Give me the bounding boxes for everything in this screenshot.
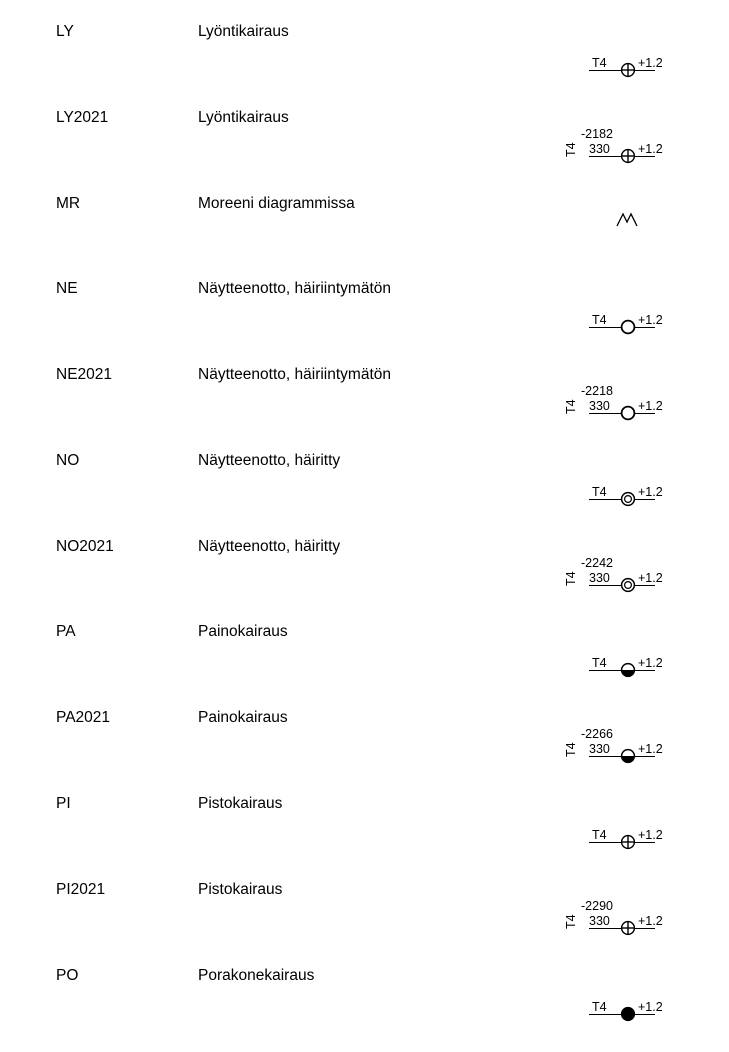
symbol-description: Näytteenotto, häiriintymätön <box>198 280 391 297</box>
symbol-code: NE2021 <box>56 366 113 383</box>
marker-circle-half-filled-icon <box>617 745 639 767</box>
vertical-borehole-id-label: T4 <box>564 742 578 757</box>
elevation-label: +1.2 <box>638 1000 663 1014</box>
elevation-label: +1.2 <box>638 656 663 670</box>
marker-circle-open-icon <box>617 402 639 424</box>
marker-circle-open-icon <box>617 316 639 338</box>
elevation-label: +1.2 <box>638 571 663 585</box>
borehole-id-label: T4 <box>592 313 607 327</box>
borehole-id-label: T4 <box>592 828 607 842</box>
symbol-description: Moreeni diagrammissa <box>198 195 355 212</box>
legend-row <box>0 365 729 451</box>
legend-row <box>0 622 729 708</box>
symbol-description: Näytteenotto, häiritty <box>198 452 341 469</box>
symbol-code: LY <box>56 23 74 40</box>
symbol-preview <box>540 794 710 874</box>
symbol-preview <box>540 22 710 102</box>
legend-row <box>0 880 729 966</box>
vertical-borehole-id-label: T4 <box>564 399 578 414</box>
legend-row <box>0 708 729 794</box>
symbol-code: NE <box>56 280 78 297</box>
legend-row <box>0 108 729 194</box>
symbol-description: Pistokairaus <box>198 795 283 812</box>
symbol-code: PO <box>56 967 79 984</box>
vertical-borehole-id-label: T4 <box>564 914 578 929</box>
symbol-preview <box>540 108 710 188</box>
symbol-description: Lyöntikairaus <box>198 109 289 126</box>
symbol-preview <box>540 966 710 1046</box>
marker-circle-cross-icon <box>617 917 639 939</box>
vertical-borehole-id-label: T4 <box>564 142 578 157</box>
symbol-preview <box>540 622 710 702</box>
elevation-label: +1.2 <box>638 313 663 327</box>
point-number-label: 330 <box>589 914 610 928</box>
symbol-description: Pistokairaus <box>198 881 283 898</box>
symbol-description: Porakonekairaus <box>198 967 315 984</box>
elevation-label: +1.2 <box>638 485 663 499</box>
depth-label: -2242 <box>581 556 613 570</box>
elevation-label: +1.2 <box>638 742 663 756</box>
depth-label: -2218 <box>581 384 613 398</box>
legend-row <box>0 966 729 1052</box>
point-number-label: 330 <box>589 399 610 413</box>
borehole-id-label: T4 <box>592 1000 607 1014</box>
point-number-label: 330 <box>589 142 610 156</box>
symbol-code: NO <box>56 452 80 469</box>
marker-circle-filled-dot-icon <box>617 1003 639 1025</box>
symbol-description: Painokairaus <box>198 623 288 640</box>
symbol-preview <box>540 194 710 274</box>
depth-label: -2290 <box>581 899 613 913</box>
marker-moraine-icon <box>616 209 638 231</box>
symbol-code: PI <box>56 795 71 812</box>
elevation-label: +1.2 <box>638 914 663 928</box>
borehole-id-label: T4 <box>592 56 607 70</box>
symbol-code: NO2021 <box>56 538 114 555</box>
elevation-label: +1.2 <box>638 56 663 70</box>
legend-row <box>0 194 729 280</box>
symbol-code: PI2021 <box>56 881 106 898</box>
vertical-borehole-id-label: T4 <box>564 571 578 586</box>
symbol-code: PA <box>56 623 76 640</box>
elevation-label: +1.2 <box>638 828 663 842</box>
marker-circle-double-icon <box>617 574 639 596</box>
marker-circle-cross-icon <box>617 59 639 81</box>
symbol-preview <box>540 365 710 445</box>
symbol-preview <box>540 279 710 359</box>
marker-circle-double-icon <box>617 488 639 510</box>
symbol-code: MR <box>56 195 81 212</box>
legend-row <box>0 537 729 623</box>
symbol-description: Näytteenotto, häiriintymätön <box>198 366 391 383</box>
borehole-id-label: T4 <box>592 656 607 670</box>
elevation-label: +1.2 <box>638 399 663 413</box>
marker-circle-half-filled-icon <box>617 659 639 681</box>
marker-circle-cross-icon <box>617 145 639 167</box>
symbol-description: Lyöntikairaus <box>198 23 289 40</box>
legend-row <box>0 451 729 537</box>
symbol-preview <box>540 708 710 788</box>
elevation-label: +1.2 <box>638 142 663 156</box>
symbol-description: Näytteenotto, häiritty <box>198 538 341 555</box>
legend-row <box>0 279 729 365</box>
symbol-code: LY2021 <box>56 109 109 126</box>
symbol-preview <box>540 451 710 531</box>
symbol-preview <box>540 880 710 960</box>
point-number-label: 330 <box>589 571 610 585</box>
borehole-id-label: T4 <box>592 485 607 499</box>
symbol-description: Painokairaus <box>198 709 288 726</box>
symbol-preview <box>540 537 710 617</box>
point-number-label: 330 <box>589 742 610 756</box>
legend-row <box>0 794 729 880</box>
depth-label: -2182 <box>581 127 613 141</box>
marker-circle-cross-icon <box>617 831 639 853</box>
symbol-code: PA2021 <box>56 709 111 726</box>
legend-row <box>0 22 729 108</box>
depth-label: -2266 <box>581 727 613 741</box>
